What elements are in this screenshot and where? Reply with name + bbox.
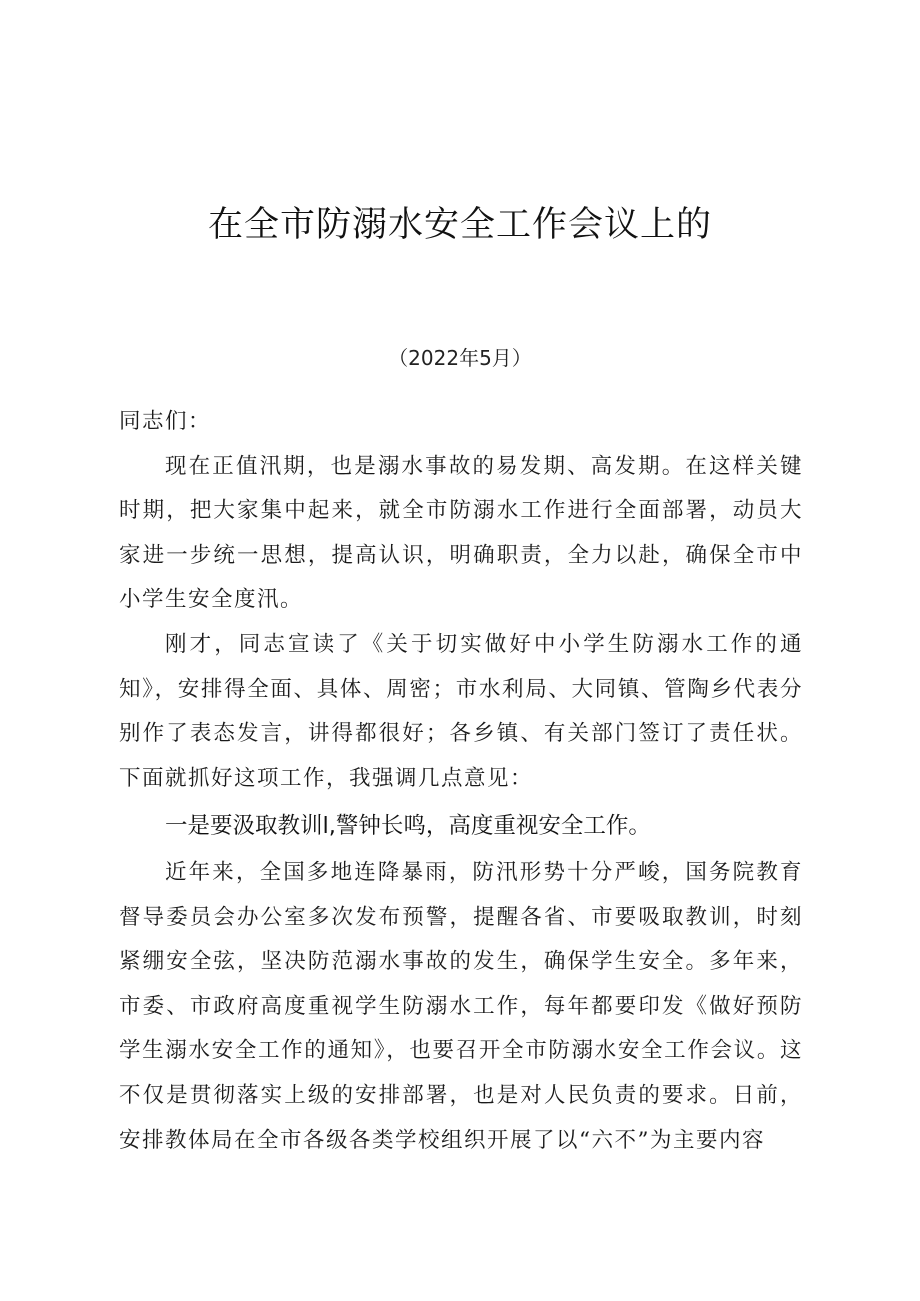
document-title: 在全市防溺水安全工作会议上的 — [207, 205, 712, 245]
salutation: 同志们： — [119, 409, 212, 434]
paragraph-summary: 刚才，同志宣读了《关于切实做好中小学生防溺水工作的通知》，安排得全面、具体、周密；市水利局、大同镇、管陶乡代表分别作了表态发言，讲得都很好；各乡镇、有关部门签订了责任状。下面就抓好这项工作，我强调几点意见： — [119, 631, 803, 791]
section-heading: 一是要汲取教训l,警钟长鸣，高度重视安全工作。 — [165, 813, 651, 840]
paragraph-section-one: 近年来，全国多地连降暴雨，防汛形势十分严峻，国务院教育督导委员会办公室多次发布预警，提醒各省、市要吸取教训，时刻紧绷安全弦，坚决防范溺水事故的发生，确保学生安全。多年来，市委、市政府高度重视学生防溺水工作，每年都要印发《做好预防学生溺水安全工作的通知》，也要召开全市防溺水安全工作会议。这不仅是贯彻落实上级的安排部署，也是对人民负责的要求。日前，安排教体局在全市各级各类学校组织开展了以“六不”为主要内容 — [119, 859, 803, 1153]
document-date: （2022年5月） — [388, 346, 532, 370]
document-body — [119, 400, 803, 1163]
paragraph-intro: 现在正值汛期，也是溺水事故的易发期、高发期。在这样关键时期，把大家集中起来，就全市防溺水工作进行全面部署，动员大家进一步统一思想，提高认识，明确职责，全力以赴，确保全市中小学生安全度汛。 — [119, 453, 803, 613]
